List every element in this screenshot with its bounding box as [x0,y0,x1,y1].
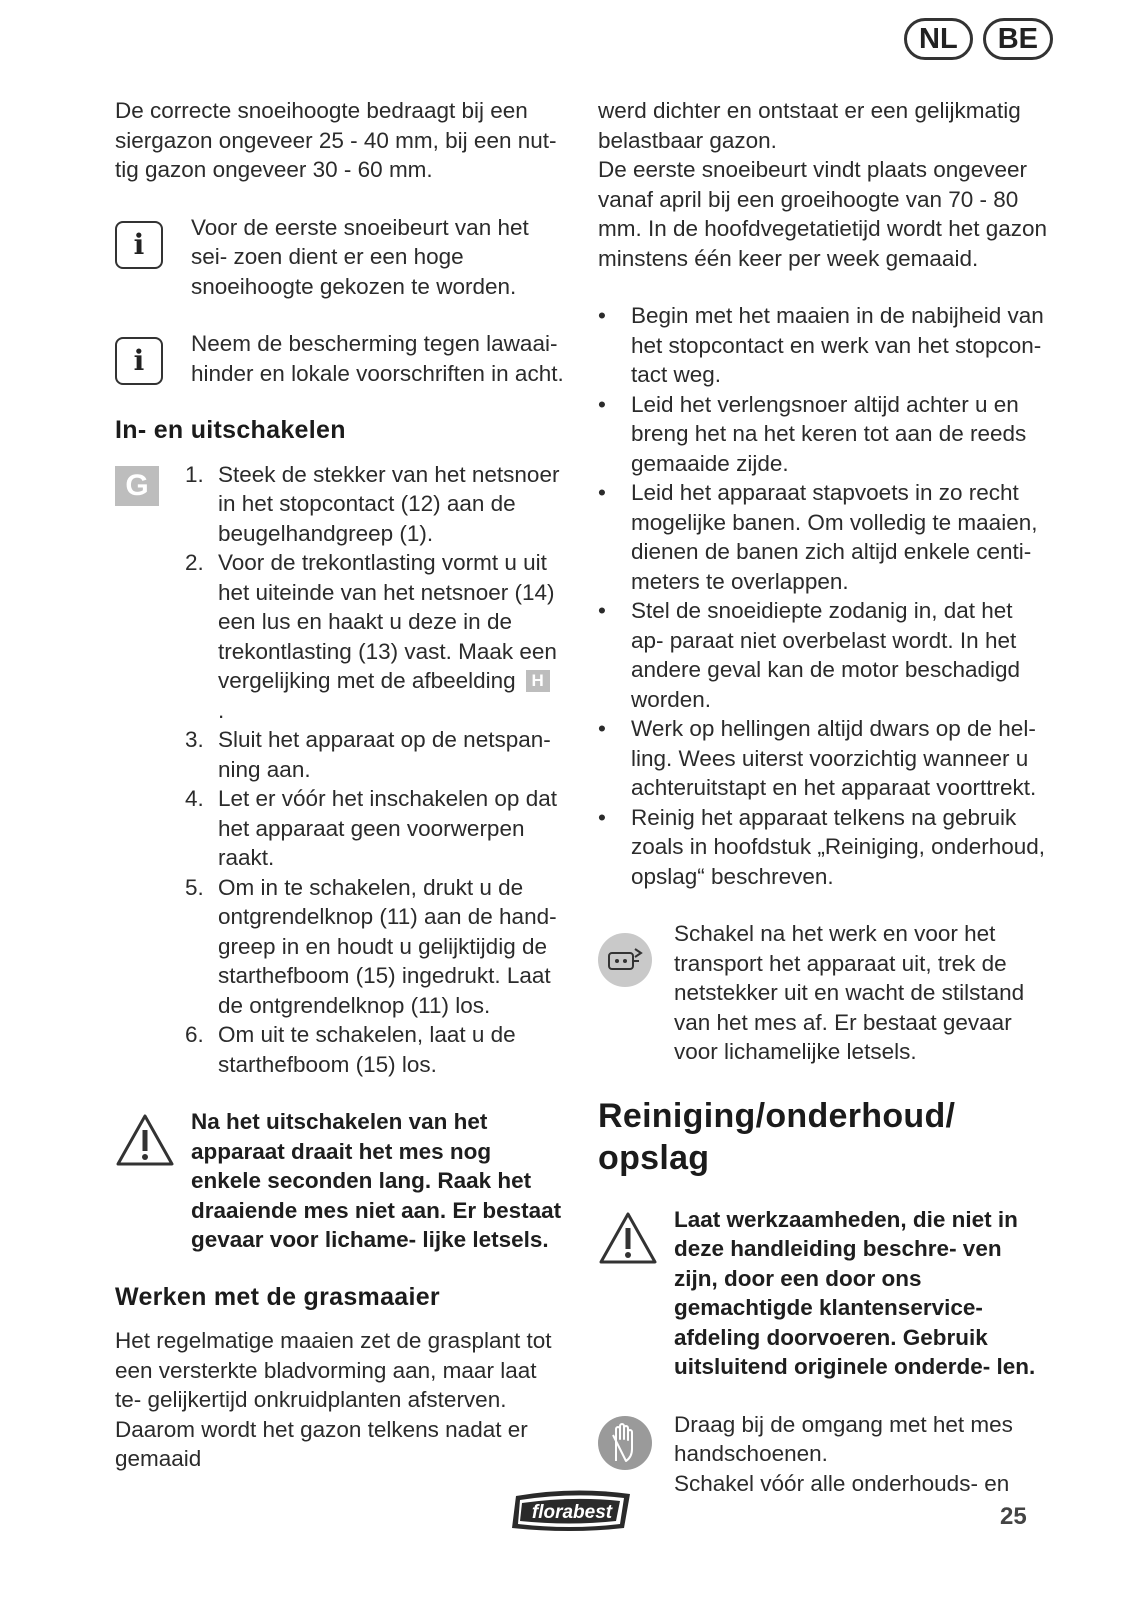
bullet-item: • Reinig het apparaat telkens na gebruik zoals in hoofdstuk „Reiniging, onderhoud, opslag“ beschreven. [598,804,1046,889]
bullet-item: • Leid het verlengsnoer altijd achter u en breng het na het keren tot aan de reeds gemaaide zijde. [598,391,1027,476]
bullet-item: • Begin met het maaien in de nabijheid van het stopcontact en werk van het stopcon- tact weg. [598,303,1044,387]
figure-h-badge: H [526,670,550,692]
bullet-item: • Leid het apparaat stapvoets in zo recht mogelijke banen. Om volledig te maaien, dienen de banen zich altijd enkele centi- meters te overlappen. [598,480,1038,594]
brand-name: florabest [531,1502,613,1523]
warning-blade-rotation [115,1107,567,1255]
gloves-note-text: Draag bij de omgang met het mes handschoenen. [674,1411,1013,1466]
bullet-item: • Stel de snoeidiepte zodanig in, dat het ap- paraat niet overbelast wordt. In het andere geval kan de motor beschadigd worden. [598,598,1021,712]
info-note-first-cut [115,213,567,302]
warning-triangle-icon [598,1211,658,1265]
left-column [115,96,567,1474]
bullet-item: • Werk op hellingen altijd dwars op de hel- ling. Wees uiterst voorzichtig wanneer u achteruitstapt en het apparaat voorttrekt. [598,716,1037,800]
figure-g-badge: G [115,466,159,506]
warning-text: Laat werkzaamheden, die niet in deze handleiding beschre- ven zijn, door een door ons gemachtigde klantenservice- afdeling doorvoeren. Gebruik uitsluitend originele onderde- len. [674,1206,1036,1379]
mowing-tips-list [598,301,1050,891]
gloves-note [598,1410,1050,1499]
unplug-icon [598,933,652,987]
florabest-logo [510,1488,636,1534]
unplug-note [598,919,1050,1067]
warning-text: Na het uitschakelen van het apparaat draait het mes nog enkele seconden lang. Raak het draaiende mes niet aan. Er bestaat gevaar voor lichame- lijke letsels. [191,1109,562,1252]
continued-paragraph: werd dichter en ontstaat er een gelijkmatig belastbaar gazon. [598,98,1021,153]
steps-list [185,460,567,1080]
unplug-note-text: Schakel na het werk en voor het transport het apparaat uit, trek de netstekker uit en wacht de stilstand van het mes af. Er bestaat gevaar voor lichamelijke letsels. [674,921,1025,1064]
switch-steps [115,460,567,1080]
gloves-icon [598,1416,652,1470]
page-number: 25 [1000,1503,1027,1530]
step-item: 5. Om in te schakelen, drukt u de ontgrendelknop (11) aan de hand- greep in en houdt u gelijktijdig de starthefboom (15) ingedrukt. Laat de ontgrendelknop (11) los. [185,874,557,1018]
work-paragraph: Het regelmatige maaien zet de grasplant tot een versterkte bladvorming aan, maar laat te- gelijkertijd onkruidplanten afsterven. Daarom wordt het gazon telkens nadat er gemaaid [115,1328,552,1471]
first-cut-paragraph: De eerste snoeibeurt vindt plaats ongeveer vanaf april bij een groeihoogte van 70 - 80 mm. In de hoofdvegetatietijd wordt het gazon minstens één keer per week gemaaid. [598,157,1048,271]
step-item: 4. Let er vóór het inschakelen op dat het apparaat geen voorwerpen raakt. [185,786,557,870]
warning-triangle-icon [115,1113,175,1167]
right-column [598,96,1050,1498]
warning-service [598,1205,1050,1382]
info-note-text: Voor de eerste snoeibeurt van het sei- zoen dient er een hoge snoeihoogte gekozen te worden. [191,214,529,299]
info-note-text: Neem de bescherming tegen lawaai- hinder en lokale voorschriften in acht. [191,331,564,386]
step-item: 1. Steek de stekker van het netsnoer in het stopcontact (12) aan de beugelhandgreep (1). [185,461,560,546]
lang-badge-nl: NL [904,18,973,60]
intro-paragraph: De correcte snoeihoogte bedraagt bij een siergazon ongeveer 25 - 40 mm, bij een nut- tig gazon ongeveer 30 - 60 mm. [115,98,557,182]
info-icon: i [115,337,163,385]
lang-badge-be: BE [983,18,1053,60]
info-note-noise [115,329,567,388]
heading-switch-on-off: In- en uitschakelen [115,416,346,444]
info-icon: i [115,221,163,269]
step-item: 3. Sluit het apparaat op de netspan- ning aan. [185,727,551,782]
step-item: 2. Voor de trekontlasting vormt u uit het uiteinde van het netsnoer (14) een lus en haakt u deze in de trekontlasting (13) vast. Maak een vergelijking met de afbeelding H . [185,550,557,723]
step-item: 6. Om uit te schakelen, laat u de starthefboom (15) los. [185,1022,516,1077]
language-badges [904,18,1053,60]
heading-maintenance: Reiniging/onderhoud/ opslag [598,1096,956,1177]
heading-working-with-mower: Werken met de grasmaaier [115,1282,440,1311]
maintenance-switch-text: Schakel vóór alle onderhouds- en [674,1470,1010,1496]
